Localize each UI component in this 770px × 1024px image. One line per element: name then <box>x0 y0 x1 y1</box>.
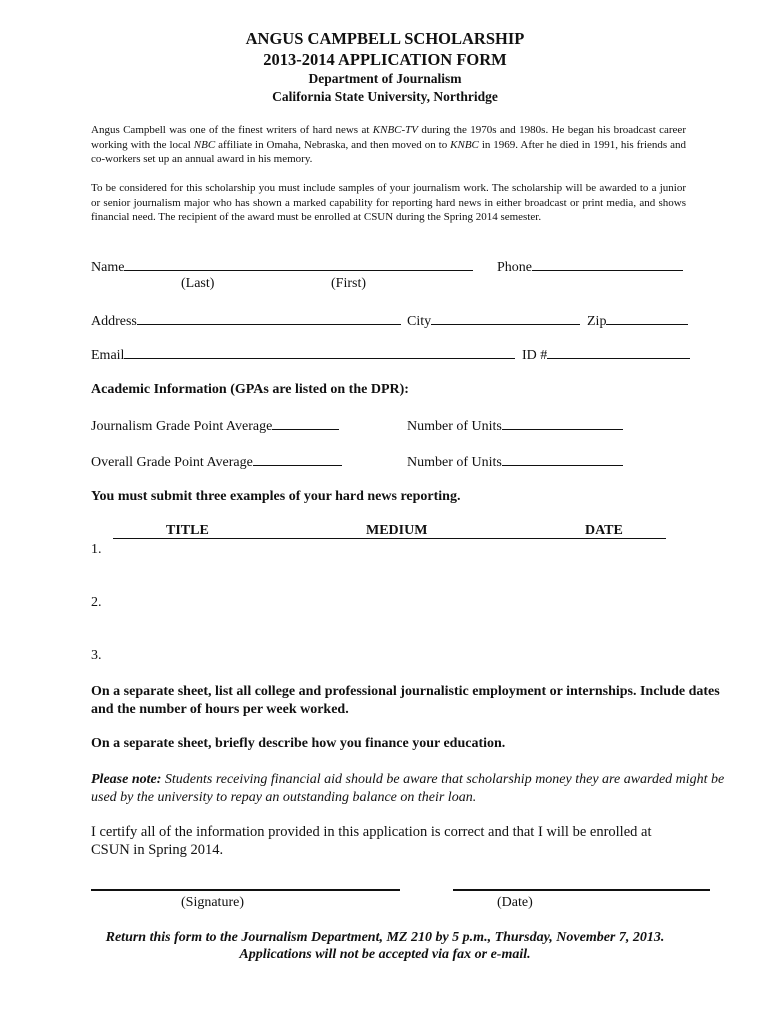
intro-text: in 1969. After he died in 1991, his friends and co-workers set up an annual award in his memory. <box>91 138 686 166</box>
note-text: Students receiving financial aid should be aware that scholarship money they are awarded might be used by the university to repay an outstanding balance on their loan. <box>91 772 725 805</box>
date-caption: (Date) <box>497 895 533 910</box>
examples-heading: You must submit three examples of your hard news reporting. <box>91 489 461 504</box>
journalism-units-field[interactable] <box>502 417 623 430</box>
city-field[interactable] <box>431 312 580 325</box>
id-label: ID # <box>522 348 548 363</box>
id-field[interactable] <box>547 346 690 359</box>
employment-instruction: On a separate sheet, list all college and professional journalistic employment or internships. Include dates and the number of hours per week worked. <box>91 684 720 717</box>
name-label: Name <box>91 260 125 275</box>
signature-caption: (Signature) <box>181 895 244 910</box>
phone-label: Phone <box>497 260 532 275</box>
journalism-units-row <box>407 417 623 435</box>
intro-text: Angus Campbell was one of the finest writers of hard news at <box>91 124 373 136</box>
id-row <box>522 346 690 364</box>
last-name-caption: (Last) <box>181 276 215 291</box>
phone-row <box>497 258 683 276</box>
zip-row <box>587 312 688 330</box>
overall-units-field[interactable] <box>502 453 623 466</box>
intro-text: during the 1970s and 1980s. He began his broadcast career working with the local <box>91 124 686 151</box>
intro-station: KNBC <box>450 138 479 151</box>
example-row-2[interactable]: 2. <box>91 595 102 610</box>
city-row <box>407 312 580 330</box>
name-row <box>91 258 473 276</box>
email-row <box>91 346 515 364</box>
zip-field[interactable] <box>606 312 688 325</box>
finance-instruction: On a separate sheet, briefly describe how you finance your education. <box>91 736 506 751</box>
email-field[interactable] <box>124 346 515 359</box>
column-date: DATE <box>585 523 623 538</box>
column-medium: MEDIUM <box>366 523 428 538</box>
certification-statement: I certify all of the information provided in this application is correct and that I will be enrolled at CSUN in Spring 2014. <box>91 824 652 858</box>
example-row-3[interactable]: 3. <box>91 648 102 663</box>
note-label: Please note: <box>91 772 162 787</box>
intro-station: KNBC-TV <box>372 124 418 136</box>
department-name: Department of Journalism <box>308 71 462 86</box>
address-label: Address <box>91 314 137 329</box>
intro-network: NBC <box>193 138 216 151</box>
form-title: ANGUS CAMPBELL SCHOLARSHIP <box>245 29 525 48</box>
units-label: Number of Units <box>407 455 502 470</box>
overall-units-row <box>407 453 623 471</box>
email-label: Email <box>91 348 125 363</box>
form-subtitle: 2013-2014 APPLICATION FORM <box>263 50 507 69</box>
eligibility-paragraph: To be considered for this scholarship you must include samples of your journalism work. The scholarship will be awarded to a junior or senior journalism major who has shown a marked capability for reporting hard news in either broadcast or print media, and shows financial need. The recipient of the award must be enrolled at CSUN during the Spring 2014 semester. <box>91 182 686 224</box>
return-instructions: Return this form to the Journalism Department, MZ 210 by 5 p.m., Thursday, November 7, 2013. <box>105 930 665 945</box>
submission-note: Applications will not be accepted via fax or e-mail. <box>239 947 531 962</box>
journalism-gpa-row <box>91 417 339 435</box>
overall-gpa-row <box>91 453 342 471</box>
units-label: Number of Units <box>407 419 502 434</box>
overall-gpa-field[interactable] <box>253 453 342 466</box>
first-name-caption: (First) <box>331 276 366 291</box>
zip-label: Zip <box>587 314 607 329</box>
phone-field[interactable] <box>532 258 683 271</box>
financial-aid-note <box>91 771 736 807</box>
intro-paragraph <box>91 123 686 167</box>
city-label: City <box>407 314 432 329</box>
intro-text: affiliate in Omaha, Nebraska, and then moved on to <box>215 138 451 151</box>
academic-heading: Academic Information (GPAs are listed on the DPR): <box>91 382 409 397</box>
date-line[interactable] <box>453 889 710 891</box>
example-row-1[interactable]: 1. <box>91 542 102 557</box>
signature-line[interactable] <box>91 889 400 891</box>
column-title: TITLE <box>166 523 209 538</box>
overall-gpa-label: Overall Grade Point Average <box>91 455 253 470</box>
address-field[interactable] <box>137 312 401 325</box>
name-field[interactable] <box>124 258 473 271</box>
journalism-gpa-label: Journalism Grade Point Average <box>91 419 273 434</box>
university-name: California State University, Northridge <box>272 89 498 104</box>
address-row <box>91 312 401 330</box>
journalism-gpa-field[interactable] <box>272 417 339 430</box>
